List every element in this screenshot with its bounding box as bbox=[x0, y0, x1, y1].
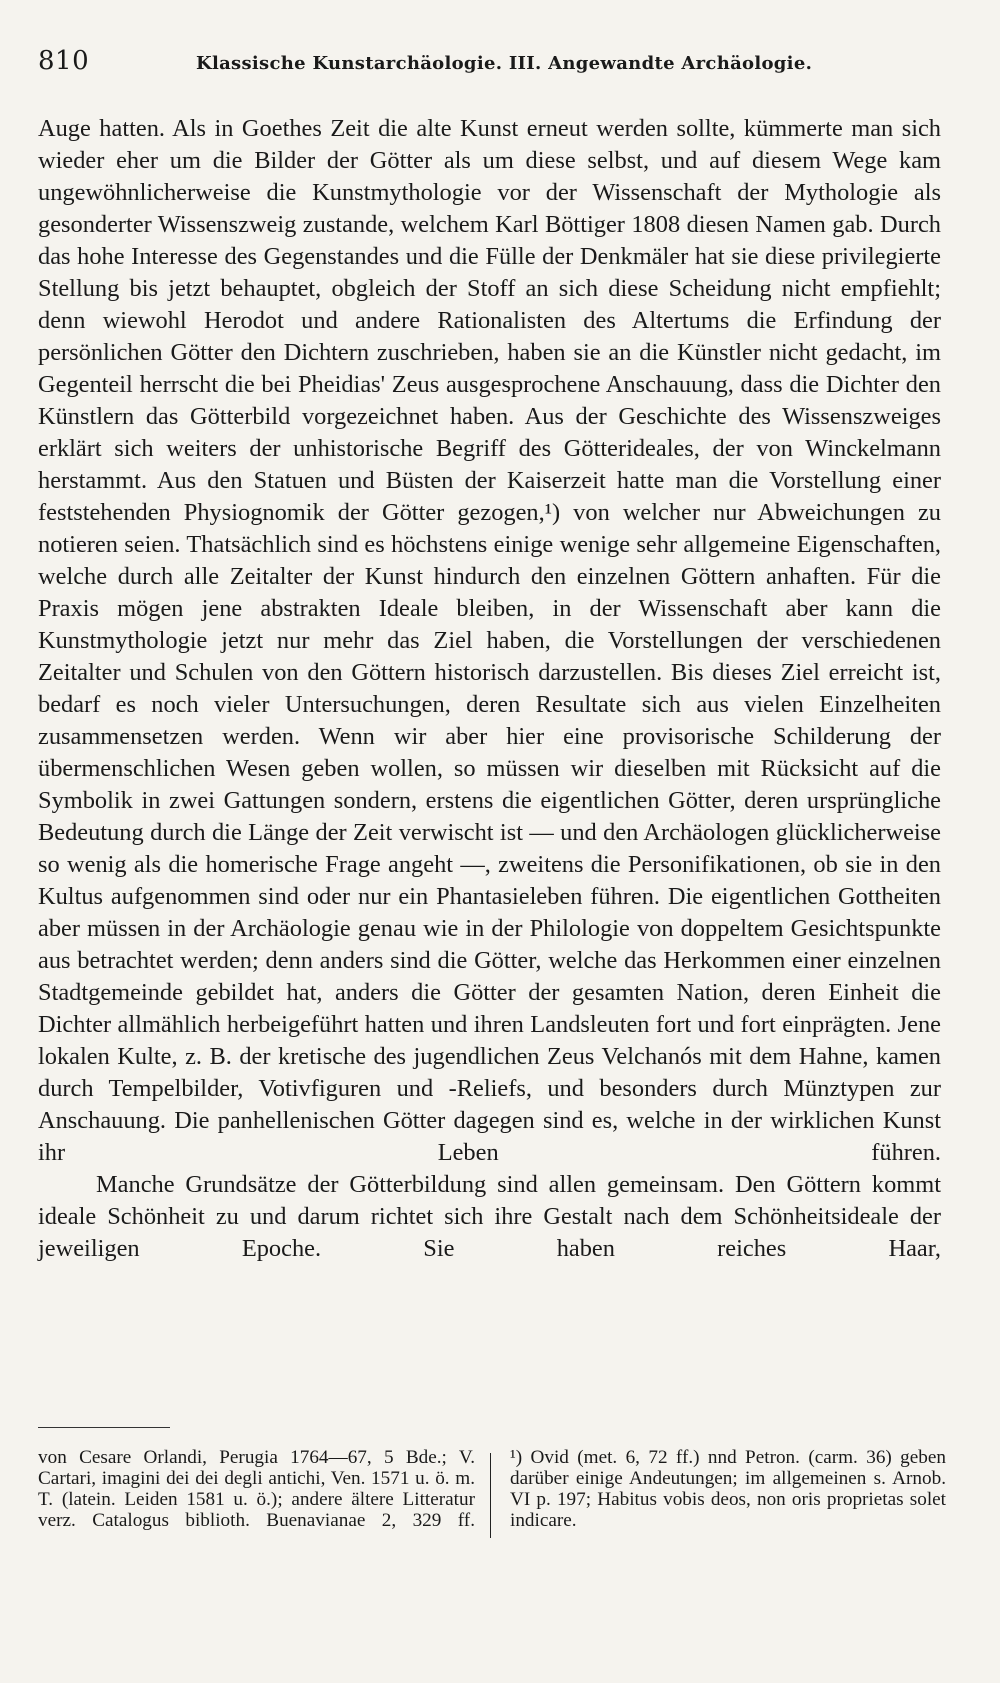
footnotes bbox=[38, 1447, 948, 1538]
running-title: Klassische Kunstarchäologie. III. Angewandte Archäologie. bbox=[196, 53, 813, 74]
footnote-right-column: ¹) Ovid (met. 6, 72 ff.) nnd Petron. (carm. 36) geben darüber einige Andeutungen; im allgemeinen s. Arnob. VI p. 197; Habitus vobis deos, non oris proprietas solet indicare. bbox=[510, 1447, 946, 1531]
page-header bbox=[38, 46, 938, 76]
paragraph-2: Manche Grundsätze der Götterbildung sind allen gemeinsam. Den Göttern kommt ideale Schönheit zu und darum richtet sich ihre Gestalt nach dem Schönheitsideale der jeweiligen Epoche. Sie haben reiches Haar, bbox=[38, 1171, 941, 1262]
footnote-rule bbox=[38, 1427, 170, 1428]
page-number: 810 bbox=[38, 46, 90, 76]
paragraph-1: Auge hatten. Als in Goethes Zeit die alte Kunst erneut werden sollte, kümmerte man sich wieder eher um die Bilder der Götter als um diese selbst, und auf diesem Wege kam ungewöhnlicherweise die Kunstmythologie vor der Wissenschaft der Mythologie als gesonderter Wissenszweig zustande, welchem Karl Böttiger 1808 diesen Namen gab. Durch das hohe Interesse des Gegenstandes und die Fülle der Denkmäler hat sie diese privilegierte Stellung bis jetzt behauptet, obgleich der Stoff an sich diese Scheidung nicht empfiehlt; denn wiewohl Herodot und andere Rationalisten des Altertums die Erfindung der persönlichen Götter den Dichtern zuschrieben, haben sie an die Künstler nicht gedacht, im Gegenteil herrscht die bei Pheidias' Zeus ausgesprochene Anschauung, dass die Dichter den Künstlern das Götterbild vorgezeichnet haben. Aus der Geschichte des Wissenszweiges erklärt sich weiters der unhistorische Begriff des Götterideales, der von Winckelmann herstammt. Aus den Statuen und Büsten der Kaiserzeit hatte man die Vorstellung einer feststehenden Physiognomik der Götter gezogen,¹) von welcher nur Abweichungen zu notieren seien. Thatsächlich sind es höchstens einige wenige sehr allgemeine Eigenschaften, welche durch alle Zeitalter der Kunst hindurch den einzelnen Göttern anhaften. Für die Praxis mögen jene abstrakten Ideale bleiben, in der Wissenschaft aber kann die Kunstmythologie jetzt nur mehr das Ziel haben, die Vorstellungen der verschiedenen Zeitalter und Schulen von den Göttern historisch darzustellen. Bis dieses Ziel erreicht ist, bedarf es noch vieler Untersuchungen, deren Resultate sich aus vielen Einzelheiten zusammensetzen werden. Wenn wir aber hier eine provisorische Schilderung der übermenschlichen Wesen geben wollen, so müssen wir dieselben mit Rücksicht auf die Symbolik in zwei Gattungen sondern, erstens die eigentlichen Götter, deren ursprüngliche Bedeutung durch die Länge der Zeit verwischt ist — und den Archäologen glücklicherweise so wenig als die homerische Frage angeht —, zweitens die Personifikationen, ob sie in den Kultus aufgenommen sind oder nur ein Phantasieleben führen. Die eigentlichen Gottheiten aber müssen in der Archäologie genau wie in der Philologie von doppeltem Gesichtspunkte aus betrachtet werden; denn anders sind die Götter, welche das Herkommen einer einzelnen Stadtgemeinde gebildet hat, anders die Götter der gesamten Nation, deren Einheit die Dichter allmählich herbeigeführt hatten und ihren Landsleuten fort und fort einprägten. Jene lokalen Kulte, z. B. der kretische des jugendlichen Zeus Velchanós mit dem Hahne, kamen durch Tempelbilder, Votivfiguren und -Reliefs, und besonders durch Münztypen zur Anschauung. Die panhellenischen Götter dagegen sind es, welche in der wirklichen Kunst ihr Leben führen. bbox=[38, 115, 941, 1166]
footnote-left-column: von Cesare Orlandi, Perugia 1764—67, 5 Bde.; V. Cartari, imagini dei dei degli antichi, Ven. 1571 u. ö. m. T. (latein. Leiden 1581 u. ö.); andere ältere Litteratur verz. Catalogus biblioth. Buenavianae 2, 329 ff. bbox=[38, 1447, 475, 1531]
main-text bbox=[38, 113, 941, 1265]
